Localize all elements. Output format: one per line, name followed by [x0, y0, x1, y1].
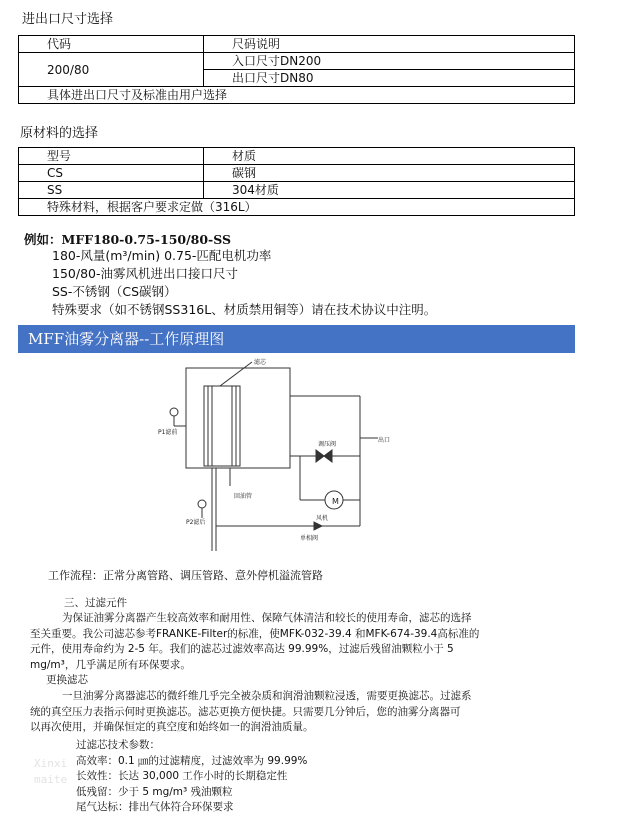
size-inlet: 入口尺寸DN200	[204, 53, 575, 70]
material-row-model: CS	[19, 165, 204, 182]
example-title: 例如：MFF180-0.75-150/80-SS	[24, 232, 232, 247]
size-header-code: 代码	[19, 36, 204, 53]
label-check: 单相阀	[300, 535, 319, 542]
watermark-line: Xinxi	[34, 757, 68, 770]
label-p2: P2滤后	[186, 519, 206, 526]
para-line: mg/m³，几乎满足所有环保要求。	[30, 658, 191, 671]
para-line: 为保证油雾分离器产生较高效率和耐用性、保障气体清洁和较长的使用寿命，滤芯的选择	[62, 612, 472, 624]
section1-title: 进出口尺寸选择	[22, 12, 114, 27]
material-row-model: SS	[19, 182, 204, 199]
para-line: 以再次使用，并确保恒定的真空度和始终如一的润滑油质量。	[30, 721, 314, 733]
tech-params	[76, 738, 307, 816]
material-row-material: 碳钢	[204, 165, 575, 182]
para-line: 一旦油雾分离器滤芯的微纤维几乎完全被杂质和润滑油颗粒浸透，需要更换滤芯。过滤系	[62, 690, 472, 702]
tech-heading: 过滤芯技术参数：	[76, 739, 160, 751]
label-filter: 滤芯	[254, 359, 267, 366]
working-principle-diagram	[150, 356, 420, 566]
tech-line: 长效性：长达 30,000 工作小时的长期稳定性	[76, 770, 288, 782]
label-outlet: 出口	[378, 437, 391, 444]
tech-line: 低残留：少于 5 mg/m³ 残油颗粒	[76, 785, 233, 798]
principle-banner: MFF油雾分离器--工作原理图	[18, 325, 575, 353]
example-line: 150/80-油雾风机进出口接口尺寸	[52, 266, 238, 281]
para-line: 至关重要。我公司滤芯参考FRANKE-Filter的标准，使MFK-032-39.4 和MFK-674-39.4高标准的	[30, 627, 480, 640]
size-code: 200/80	[19, 53, 204, 87]
label-fan: 风机	[316, 515, 329, 522]
para-line: 统的真空压力表指示何时更换滤芯。滤芯更换方便快捷。只需要几分钟后，您的油雾分离器可	[30, 705, 461, 718]
filter-para2	[30, 689, 595, 736]
filter-element	[204, 386, 240, 466]
tech-line: 尾气达标：排出气体符合环保要求	[76, 801, 234, 813]
size-footer: 具体进出口尺寸及标准由用户选择	[19, 87, 575, 104]
example-lines	[52, 247, 436, 319]
para-line: 元件，使用寿命约为 2-5 年。我们的滤芯过滤效率高达 99.99%，过滤后残留油颗粒小于 5	[30, 643, 454, 655]
material-row-material: 304材质	[204, 182, 575, 199]
label-return: 回油管	[234, 493, 253, 500]
material-header-model: 型号	[19, 148, 204, 165]
label-valve: 调压阀	[318, 441, 337, 448]
example-line: 180-风量(m³/min) 0.75-匹配电机功率	[52, 248, 272, 263]
separator-housing	[186, 368, 290, 468]
material-header-material: 材质	[204, 148, 575, 165]
filter-heading: 三、过滤元件	[64, 597, 127, 609]
watermark-line: maite	[34, 773, 68, 786]
example-line: 特殊要求（如不锈钢SS316L、材质禁用铜等）请在技术协议中注明。	[52, 302, 437, 317]
material-table	[18, 147, 575, 216]
material-footer: 特殊材料，根据客户要求定做（316L）	[19, 199, 575, 216]
example-line: SS-不锈钢（CS碳钢）	[52, 284, 177, 299]
size-outlet: 出口尺寸DN80	[204, 70, 575, 87]
label-motor: M	[332, 497, 339, 506]
section2-title: 原材料的选择	[20, 126, 99, 141]
tech-line: 高效率：0.1 ㎛的过滤精度，过滤效率为 99.99%	[76, 754, 308, 767]
replace-heading: 更换滤芯	[46, 674, 88, 686]
size-table	[18, 35, 575, 104]
filter-para1	[30, 611, 590, 673]
label-p1: P1滤前	[158, 429, 178, 436]
flow-caption: 工作流程：正常分离管路、调压管路、意外停机溢流管路	[48, 569, 323, 582]
size-header-desc: 尺码说明	[204, 36, 575, 53]
